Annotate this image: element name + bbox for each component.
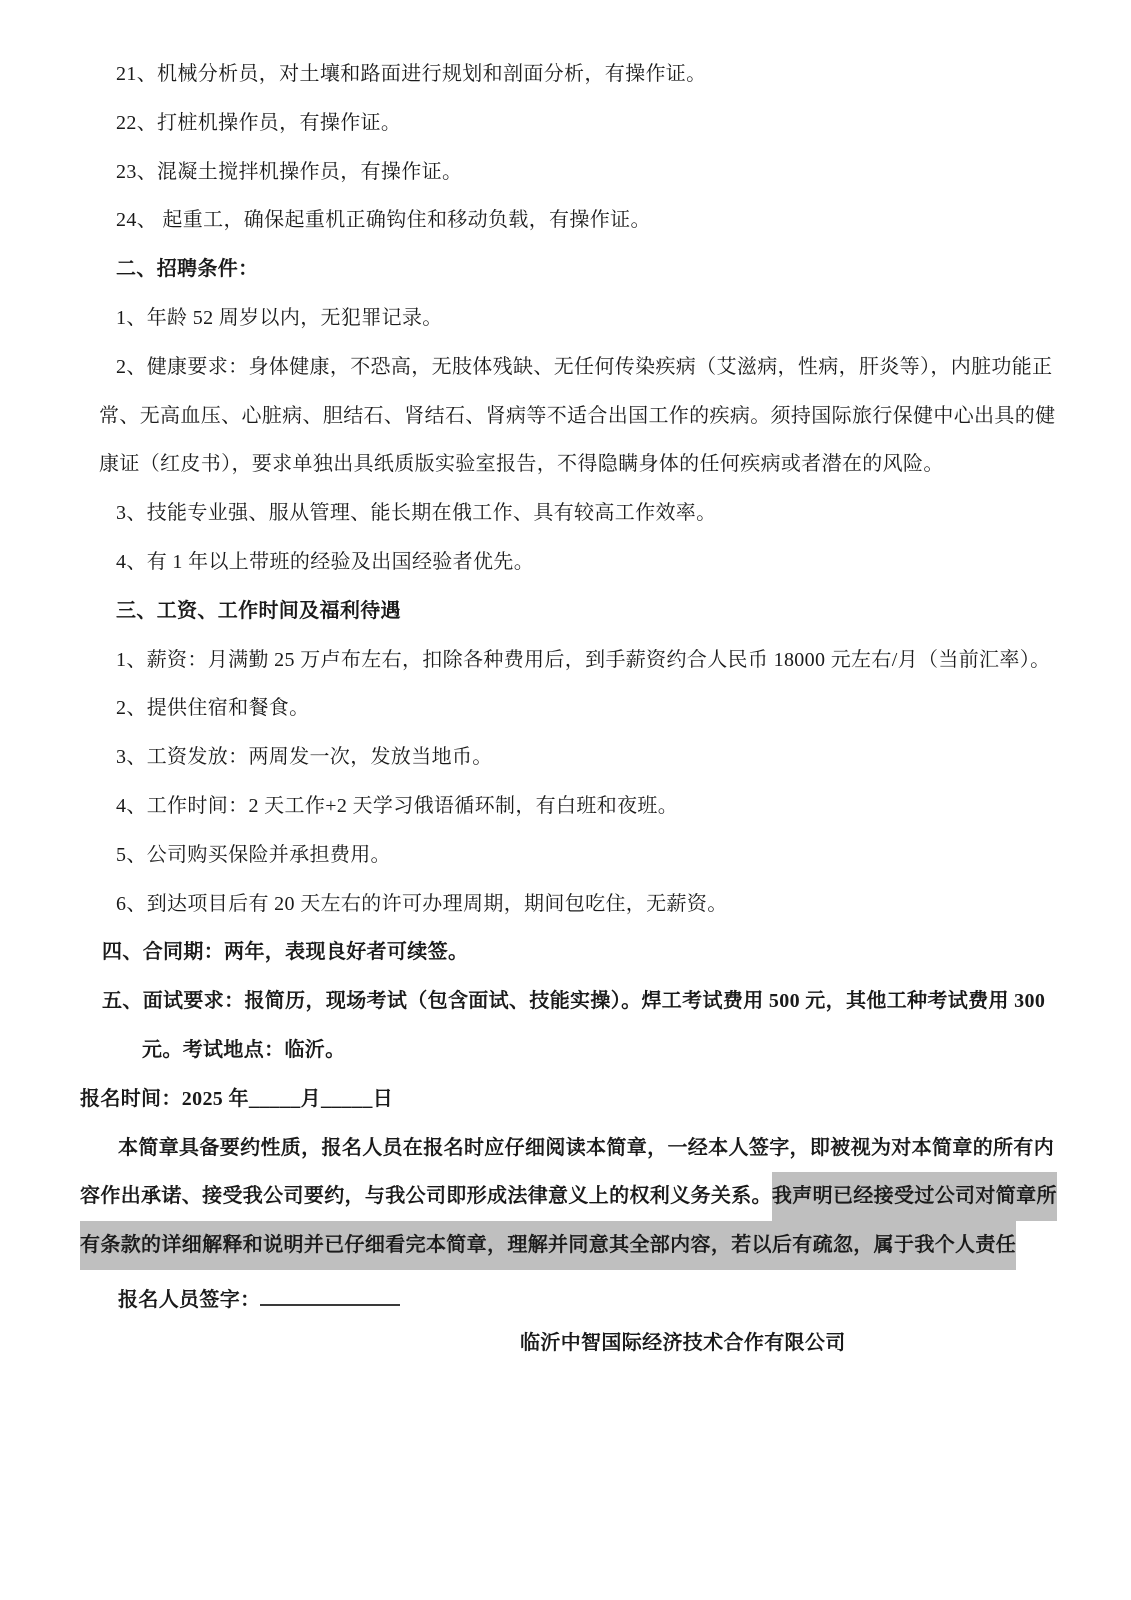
declaration-line-3-highlight: 有条款的详细解释和说明并已仔细看完本简章，理解并同意其全部内容，若以后有疏忽，属于我个人责任 (80, 1221, 1016, 1270)
condition-item-2-line-2: 常、无高血压、心脏病、胆结石、肾结石、肾病等不适合出国工作的疾病。须持国际旅行保健中心出具的健 (99, 404, 1056, 427)
declaration-line-2 (80, 1172, 1061, 1221)
salary-item-3: 3、工资发放：两周发一次，发放当地币。 (116, 746, 493, 769)
signup-date-line: 报名时间：2025 年_____月_____日 (80, 1087, 394, 1110)
job-item-21: 21、机械分析员，对土壤和路面进行规划和剖面分析，有操作证。 (116, 63, 707, 85)
condition-item-2-line-1: 2、健康要求：身体健康，不恐高，无肢体残缺、无任何传染疾病（艾滋病，性病，肝炎等），内脏功能正 (116, 355, 1053, 378)
section-contract-term: 四、合同期：两年，表现良好者可续签。 (102, 941, 469, 964)
condition-item-2-line-3: 康证（红皮书），要求单独出具纸质版实验室报告，不得隐瞒身体的任何疾病或者潜在的风险。 (99, 453, 944, 476)
section-interview-line-2: 元。考试地点：临沂。 (142, 1038, 346, 1061)
salary-item-1: 1、薪资：月满勤 25 万卢布左右，扣除各种费用后，到手薪资约合人民币 18000 元左右/月（当前汇率）。 (116, 648, 1051, 671)
declaration-line-2-plain: 容作出承诺、接受我公司要约，与我公司即形成法律意义上的权利义务关系。 (80, 1185, 772, 1208)
declaration-line-2-highlight: 我声明已经接受过公司对简章所 (772, 1172, 1057, 1221)
signature-line (80, 1270, 1061, 1319)
declaration-line-3 (80, 1221, 1061, 1270)
declaration-line-1: 本简章具备要约性质，报名人员在报名时应仔细阅读本简章，一经本人签字，即被视为对本简章的所有内 (118, 1136, 1055, 1159)
job-item-22: 22、打桩机操作员，有操作证。 (116, 111, 402, 134)
section-heading-salary: 三、工资、工作时间及福利待遇 (116, 599, 401, 622)
condition-item-4: 4、有 1 年以上带班的经验及出国经验者优先。 (116, 550, 535, 573)
salary-item-4: 4、工作时间：2 天工作+2 天学习俄语循环制，有白班和夜班。 (116, 794, 679, 817)
condition-item-1: 1、年龄 52 周岁以内，无犯罪记录。 (116, 306, 443, 329)
salary-item-6: 6、到达项目后有 20 天左右的许可办理周期，期间包吃住，无薪资。 (116, 892, 728, 915)
section-interview-line-1: 五、面试要求：报简历，现场考试（包含面试、技能实操）。焊工考试费用 500 元，其他工种考试费用 300 (102, 990, 1046, 1013)
section-heading-recruitment: 二、招聘条件： (116, 258, 259, 281)
job-item-23: 23、混凝土搅拌机操作员，有操作证。 (116, 160, 463, 183)
salary-item-2: 2、提供住宿和餐食。 (116, 697, 310, 720)
company-name: 临沂中智国际经济技术合作有限公司 (520, 1331, 846, 1354)
job-item-24: 24、 起重工，确保起重机正确钩住和移动负载，有操作证。 (116, 209, 651, 232)
signature-label: 报名人员签字： (118, 1288, 261, 1311)
condition-item-3: 3、技能专业强、服从管理、能长期在俄工作、具有较高工作效率。 (116, 502, 717, 525)
salary-item-5: 5、公司购买保险并承担费用。 (116, 843, 391, 866)
signature-blank-line (260, 1270, 400, 1306)
